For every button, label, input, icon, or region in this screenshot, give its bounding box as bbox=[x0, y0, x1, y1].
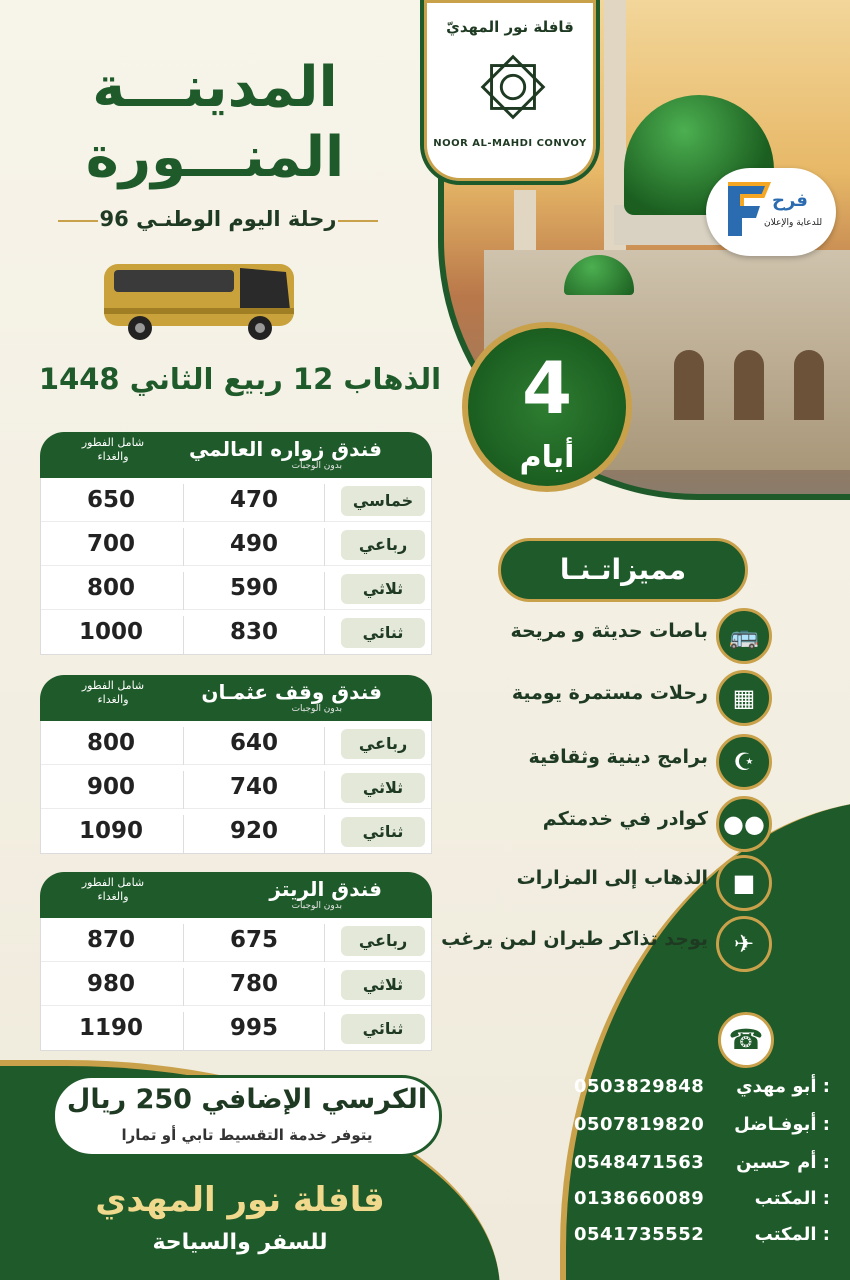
contact-name: أبو مهدي : bbox=[736, 1076, 830, 1097]
feature-item bbox=[441, 914, 790, 974]
price-no-meals: 740 bbox=[183, 771, 325, 809]
hotel-included: شامل الفطور والغداء bbox=[81, 436, 145, 463]
features-title: مميزاتـنـا bbox=[498, 538, 748, 602]
room-type: ثلاثي bbox=[341, 970, 425, 1000]
table-row bbox=[41, 918, 431, 962]
contact-phone[interactable]: 0138660089 bbox=[574, 1188, 705, 1209]
hotel-header bbox=[40, 432, 432, 478]
logo-name-en: NOOR AL-MAHDI CONVOY bbox=[433, 138, 587, 149]
feature-item bbox=[470, 606, 790, 666]
hotel-table-ritz bbox=[40, 872, 432, 1051]
hotel-header bbox=[40, 675, 432, 721]
room-type: رباعي bbox=[341, 530, 425, 560]
room-type: ثنائي bbox=[341, 1014, 425, 1044]
price-with-meals: 700 bbox=[86, 531, 135, 557]
room-type: ثنائي bbox=[341, 618, 425, 648]
contact-row bbox=[560, 1220, 830, 1254]
hotel-table-waqf-othman bbox=[40, 675, 432, 854]
sponsor-badge bbox=[706, 168, 836, 256]
room-type: ثنائي bbox=[341, 817, 425, 847]
days-number: 4 bbox=[521, 346, 573, 430]
table-row bbox=[41, 765, 431, 809]
table-row bbox=[41, 566, 431, 610]
table-row bbox=[41, 610, 431, 654]
hotel-body bbox=[40, 478, 432, 655]
arch bbox=[674, 350, 704, 420]
hotel-note: بدون الوجبات bbox=[291, 461, 342, 471]
mosque-icon: ☪ bbox=[716, 734, 772, 790]
price-no-meals: 780 bbox=[183, 968, 325, 1006]
contact-name: المكتب : bbox=[754, 1224, 830, 1245]
price-no-meals: 830 bbox=[183, 616, 325, 654]
contact-row bbox=[560, 1184, 830, 1218]
contact-phone[interactable]: 0507819820 bbox=[574, 1114, 705, 1135]
hotel-name: فندق زواره العالمي bbox=[188, 437, 382, 461]
price-no-meals: 675 bbox=[183, 924, 325, 962]
phone-icon: ☎ bbox=[718, 1012, 774, 1068]
days-badge bbox=[462, 322, 632, 492]
price-no-meals: 490 bbox=[183, 528, 325, 566]
hotel-body bbox=[40, 918, 432, 1051]
people-icon: ●● bbox=[716, 796, 772, 852]
contact-row bbox=[560, 1110, 830, 1144]
title-line-1: المدينـــة bbox=[92, 55, 338, 120]
price-with-meals: 800 bbox=[86, 575, 135, 601]
feature-text: الذهاب إلى المزارات bbox=[516, 867, 708, 889]
room-type: رباعي bbox=[341, 729, 425, 759]
table-row bbox=[41, 478, 431, 522]
table-row bbox=[41, 522, 431, 566]
sponsor-name: فرح bbox=[772, 190, 808, 211]
feature-item bbox=[470, 794, 790, 854]
feature-text: برامج دينية وثقافية bbox=[528, 746, 708, 768]
hotel-name: فندق وقف عثمـان bbox=[201, 680, 382, 704]
hotel-included: شامل الفطور والغداء bbox=[81, 876, 145, 903]
hotel-table-zowara bbox=[40, 432, 432, 655]
brand-name: قافلة نور المهدي bbox=[95, 1180, 385, 1220]
table-row bbox=[41, 1006, 431, 1050]
hotel-note: بدون الوجبات bbox=[291, 704, 342, 714]
feature-item bbox=[470, 853, 790, 913]
extra-seat-box bbox=[52, 1075, 442, 1157]
price-no-meals: 995 bbox=[183, 1012, 325, 1050]
contact-row bbox=[560, 1072, 830, 1106]
contact-name: المكتب : bbox=[754, 1188, 830, 1209]
logo-name-ar: قافلة نور المهديّ bbox=[446, 18, 574, 36]
calendar-icon: ▦ bbox=[716, 670, 772, 726]
price-with-meals: 800 bbox=[86, 730, 135, 756]
feature-text: يوجد تذاكر طيران لمن يرغب bbox=[441, 928, 708, 950]
convoy-logo bbox=[420, 0, 600, 185]
price-no-meals: 470 bbox=[183, 484, 325, 522]
contact-name: أبوفـاضل : bbox=[734, 1114, 830, 1135]
price-no-meals: 590 bbox=[183, 572, 325, 610]
contact-phone[interactable]: 0548471563 bbox=[574, 1152, 705, 1173]
hotel-included: شامل الفطور والغداء bbox=[81, 679, 145, 706]
price-with-meals: 1000 bbox=[78, 619, 143, 645]
price-with-meals: 1090 bbox=[78, 818, 143, 844]
feature-item bbox=[470, 732, 790, 792]
kaaba-icon: ■ bbox=[716, 855, 772, 911]
bus-icon: 🚌 bbox=[716, 608, 772, 664]
arch bbox=[734, 350, 764, 420]
departure-date: الذهاب 12 ربيع الثاني 1448 bbox=[38, 362, 442, 396]
feature-item bbox=[470, 668, 790, 728]
hotel-name: فندق الريتز bbox=[269, 877, 382, 901]
bus-image bbox=[100, 250, 300, 345]
price-no-meals: 640 bbox=[183, 727, 325, 765]
hotel-header bbox=[40, 872, 432, 918]
room-type: ثلاثي bbox=[341, 773, 425, 803]
contact-phone[interactable]: 0541735552 bbox=[574, 1224, 705, 1245]
days-label: أيام bbox=[519, 440, 575, 475]
room-type: ثلاثي bbox=[341, 574, 425, 604]
contact-phone[interactable]: 0503829848 bbox=[574, 1076, 705, 1097]
extra-seat-price: الكرسي الإضافي 250 ريال bbox=[66, 1084, 428, 1115]
room-type: خماسي bbox=[341, 486, 425, 516]
airplane-icon: ✈ bbox=[716, 916, 772, 972]
brand-tagline: للسفر والسياحة bbox=[152, 1230, 328, 1255]
feature-text: باصات حديثة و مريحة bbox=[510, 620, 708, 642]
price-with-meals: 870 bbox=[86, 927, 135, 953]
price-with-meals: 1190 bbox=[78, 1015, 143, 1041]
price-with-meals: 650 bbox=[86, 487, 135, 513]
feature-text: كوادر في خدمتكم bbox=[542, 808, 708, 830]
table-row bbox=[41, 809, 431, 853]
trip-subtitle: رحلة اليوم الوطنـي 96 bbox=[58, 207, 378, 231]
sponsor-tagline: للدعاية والإعلان bbox=[764, 218, 823, 228]
title-line-2: المنـــورة bbox=[85, 125, 345, 190]
hotel-note: بدون الوجبات bbox=[291, 901, 342, 911]
price-with-meals: 900 bbox=[86, 774, 135, 800]
installment-note: يتوفر خدمة التقسيط تابي أو تمارا bbox=[121, 1126, 373, 1144]
room-type: رباعي bbox=[341, 926, 425, 956]
feature-text: رحلات مستمرة يومية bbox=[511, 682, 708, 704]
table-row bbox=[41, 721, 431, 765]
hotel-body bbox=[40, 721, 432, 854]
price-no-meals: 920 bbox=[183, 815, 325, 853]
geometric-star-icon bbox=[474, 48, 552, 126]
farah-logo-icon bbox=[718, 174, 778, 244]
contact-name: أم حسين : bbox=[736, 1152, 830, 1173]
arch bbox=[794, 350, 824, 420]
contact-row bbox=[560, 1148, 830, 1182]
table-row bbox=[41, 962, 431, 1006]
price-with-meals: 980 bbox=[86, 971, 135, 997]
